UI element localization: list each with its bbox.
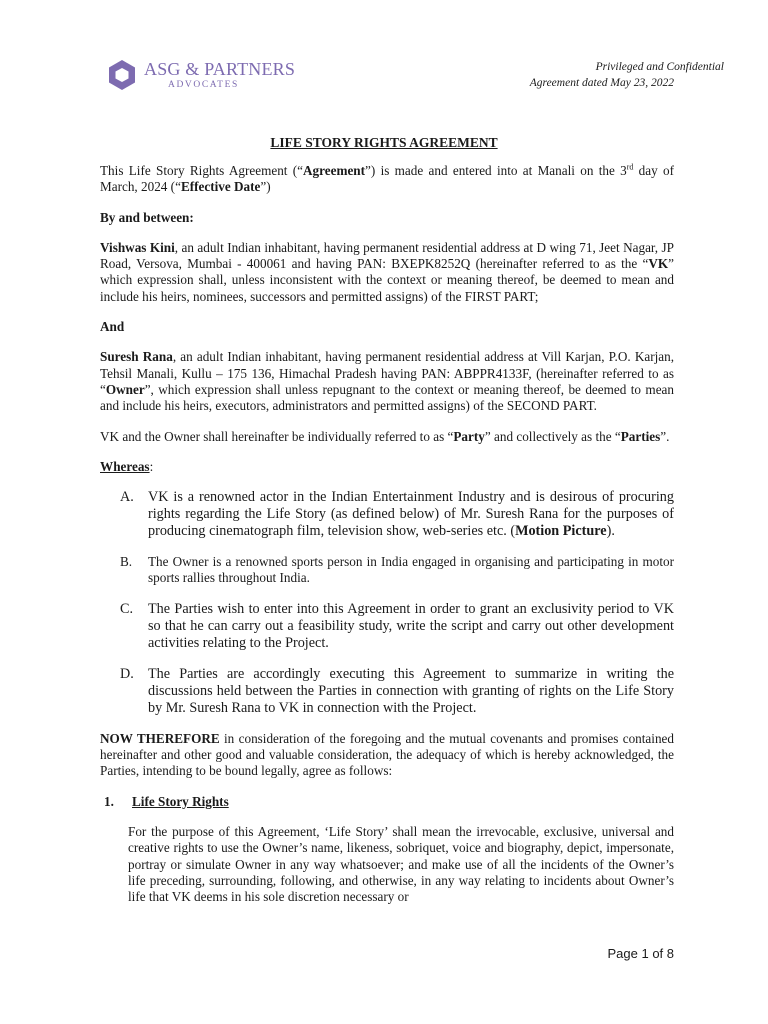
firm-name: ASG & PARTNERS: [144, 58, 296, 79]
header-right: [530, 59, 724, 91]
page-number: Page 1 of 8: [607, 946, 674, 961]
firm-logo: [106, 57, 295, 93]
agreement-date: Agreement dated May 23, 2022: [529, 77, 674, 89]
firm-subtitle: ADVOCATES: [168, 79, 239, 90]
recital-d: D. The Parties are accordingly executing this Agreement to summarize in writing the discussions held between the Parties in connection with granting of rights on the Life Story by Mr. Suresh Rana to VK in connection with the Project.: [120, 665, 674, 716]
now-therefore-paragraph: NOW THEREFORE in consideration of the foregoing and the mutual covenants and promises contained hereinafter and other good and valuable consideration, the adequacy of which is hereby acknowledged, the Parties, intending to be bound legally, agree as follows:: [100, 730, 674, 779]
hexagon-logo-icon: [106, 59, 138, 91]
section-1-heading: 1. Life Story Rights: [104, 793, 229, 809]
recital-c: C. The Parties wish to enter into this Agreement in order to grant an exclusivity period to VK so that he can carry out a feasibility study, write the script and carry out other development activities relating to the Project.: [120, 600, 674, 651]
recital-a: A. VK is a renowned actor in the Indian Entertainment Industry and is desirous of procuring rights regarding the Life Story (as defined below) of Mr. Suresh Rana for the purposes of producing cinematograph film, television show, web-series etc. (Motion Picture).: [120, 489, 674, 540]
recital-b: B. The Owner is a renowned sports person in India engaged in organising and participating in motor sports rallies throughout India.: [120, 554, 674, 586]
parties-definition: VK and the Owner shall hereinafter be individually referred to as “Party” and collectively as the “Parties”.: [100, 428, 670, 444]
document-title: LIFE STORY RIGHTS AGREEMENT: [270, 135, 498, 150]
document-body: [100, 163, 674, 919]
by-between-heading: By and between:: [100, 209, 194, 225]
whereas-heading: Whereas:: [100, 458, 154, 474]
confidential-label: Privileged and Confidential: [595, 61, 724, 73]
section-1-text: For the purpose of this Agreement, ‘Life Story’ shall mean the irrevocable, exclusive, universal and creative rights to use the Owner’s name, likeness, sobriquet, voice and biography, depict, impersonate, portray or simulate Owner in any way whatsoever; and make use of all the incidents of the Owner’s life preceding, surrounding, following, and otherwise, in any way relating to incidents about Owner’s life that VK deems in his sole discretion necessary or: [128, 823, 674, 905]
first-party-paragraph: Vishwas Kini, an adult Indian inhabitant, having permanent residential address at D wing 71, Jeet Nagar, JP Road, Versova, Mumbai - 400061 and having PAN: BXEPK8252Q (hereinafter referred to as the “VK” which expression shall, unless inconsistent with the context or meaning thereof, be deemed to mean and include his heirs, nominees, successors and permitted assigns) of the FIRST PART;: [100, 239, 674, 304]
intro-paragraph: This Life Story Rights Agreement (“Agreement”) is made and entered into at Manali on the 3rd day of March, 2024 (“Effective Date”): [100, 162, 674, 195]
and-heading: And: [100, 319, 125, 335]
second-party-paragraph: Suresh Rana, an adult Indian inhabitant, having permanent residential address at Vill Karjan, P.O. Karjan, Tehsil Manali, Kullu – 175 136, Himachal Pradesh having PAN: ABPPR4133F, (hereinafter referred to as “Owner”, which expression shall unless repugnant to the context or meaning thereof, be deemed to mean and include his heirs, executors, administrators and permitted assigns) of the SECOND PART.: [100, 349, 675, 414]
